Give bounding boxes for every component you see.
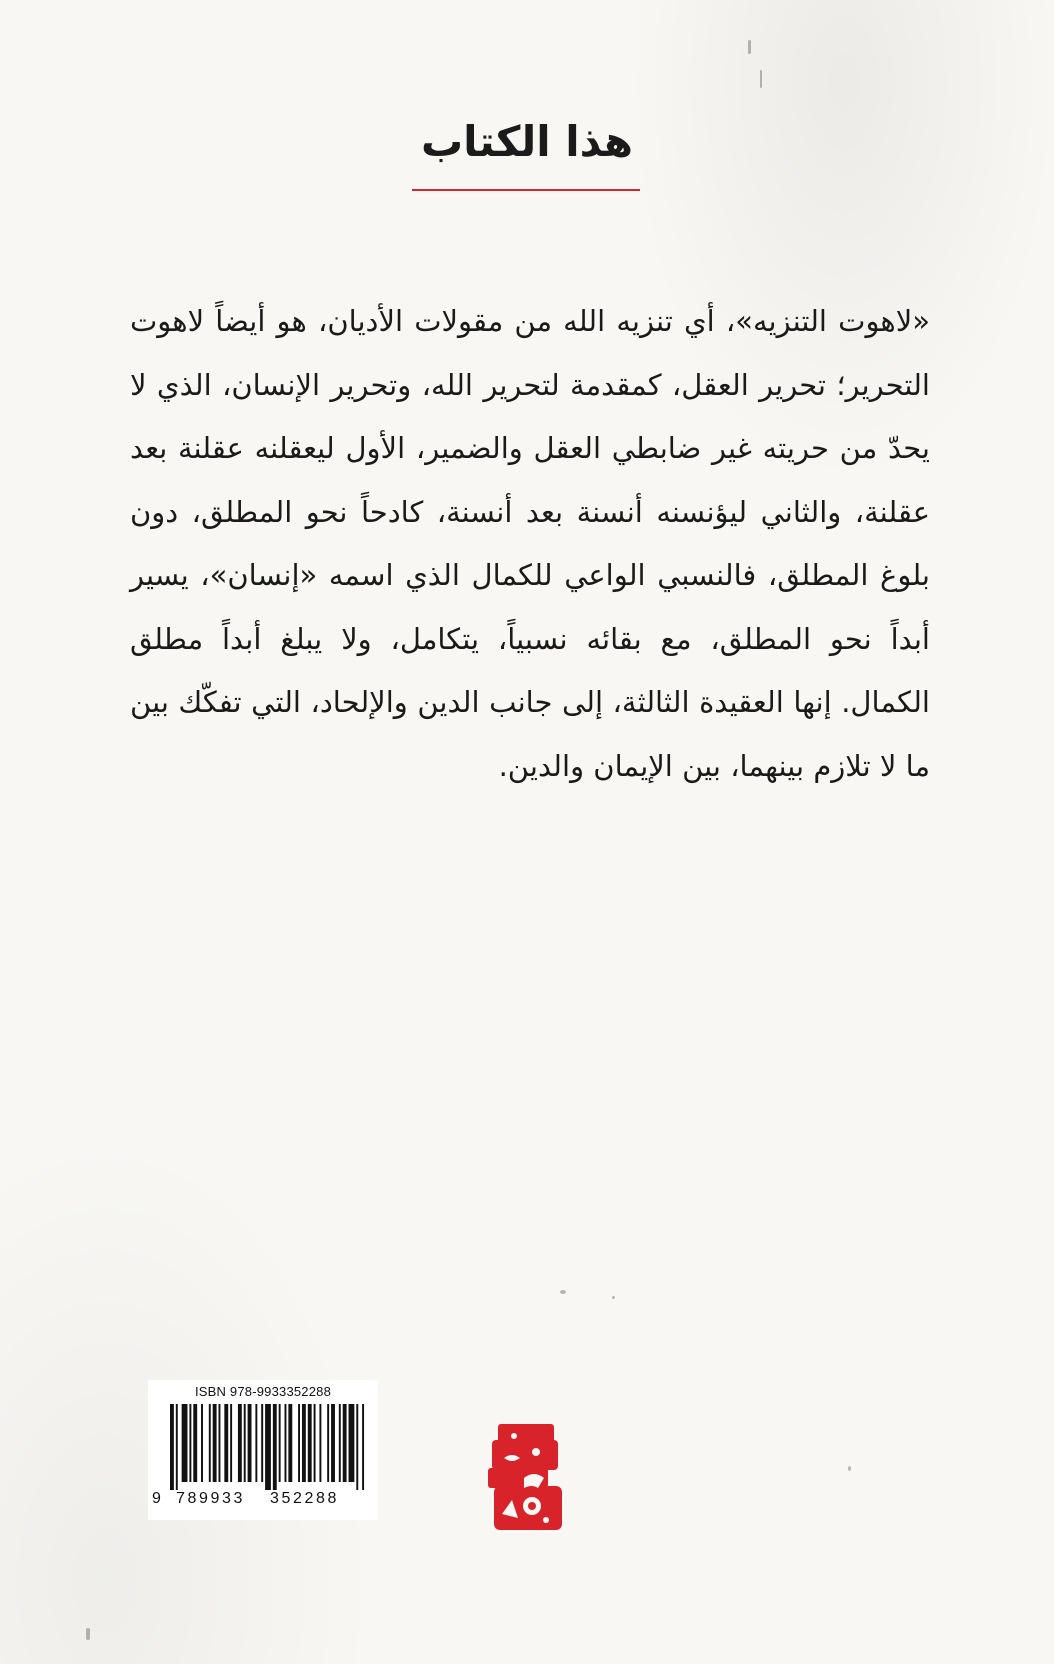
paper-scuff xyxy=(760,70,762,88)
paper-speck xyxy=(86,1628,90,1640)
publisher-logo-icon xyxy=(484,1418,566,1536)
title-underline xyxy=(412,189,640,191)
paper-speck xyxy=(560,1290,566,1294)
barcode-left-digits: 789933 xyxy=(176,1490,245,1507)
barcode-first-digit: 9 xyxy=(152,1490,161,1507)
barcode-digits xyxy=(148,1490,378,1512)
book-description: «لاهوت التنزيه»، أي تنزيه الله من مقولات الأديان، هو أيضاً لاهوت التحرير؛ تحرير العقل، كمقدمة لتحرير الله، وتحرير الإنسان، الذي لا يحدّ من حريته غير ضابطي العقل والضمير، الأول ليعقلنه عقلنة بعد عقلنة، والثاني ليؤنسنه أنسنة بعد أنسنة، كادحاً نحو المطلق، دون بلوغ المطلق، فالنسبي الواعي للكمال الذي اسمه «إنسان»، يسير أبداً نحو المطلق، مع بقائه نسبياً، يتكامل، ولا يبلغ أبداً مطلق الكمال. إنها العقيدة الثالثة، إلى جانب الدين والإلحاد، التي تفكّك بين ما لا تلازم بينهما، بين الإيمان والدين. xyxy=(130,304,930,783)
barcode-right-digits: 352288 xyxy=(270,1490,339,1507)
paper-speck xyxy=(612,1296,615,1299)
page-title: هذا الكتاب xyxy=(420,117,634,166)
paper-speck xyxy=(848,1466,851,1471)
barcode-icon xyxy=(170,1404,366,1490)
isbn-label: ISBN 978-9933352288 xyxy=(194,1384,332,1399)
paper-scuff xyxy=(748,40,751,54)
isbn-barcode-block xyxy=(148,1380,378,1520)
